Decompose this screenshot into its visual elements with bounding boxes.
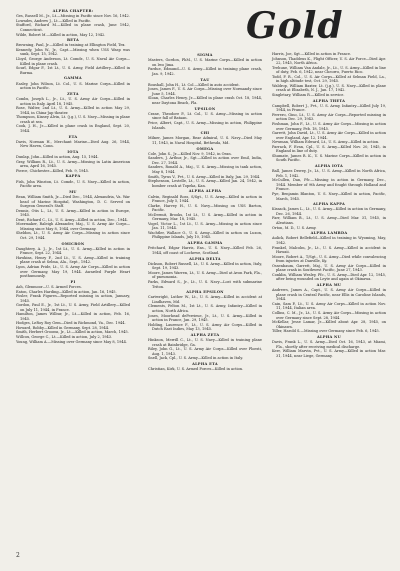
memorial-entry: Boushall, John H., Lt. Col.—Killed in auto accident.: [148, 82, 240, 87]
page-number: 2: [16, 552, 20, 559]
memorial-entry: Jones, Moorhead deFerrieue, Jr., Lt., U. S. Army—Killed in action in France, Jan. 29, 1945.: [148, 313, 262, 323]
chapter-heading: ETA: [68, 134, 78, 139]
chapter-section: [16, 38, 130, 75]
chapter-section: [16, 150, 130, 173]
memorial-entry: Newman, William Edward, Lt., U. S. Army—Killed in action.: [272, 140, 380, 145]
chapter-heading: GAMMA: [64, 76, 82, 81]
memorial-entry: Andrews, James A., Capt., U. S. Army Air Corps—Killed in plane crash in Central Pacific, near Ellis in Caroline Islands, 1944.: [272, 288, 386, 302]
chapter-section: [272, 335, 386, 358]
chapter-heading: OMEGA: [196, 146, 214, 151]
memorial-entry: Bean, William Smith, Jr.—Died Dec., 1944, Alexandria, Va. War head of Marine Hospital, Washington, D. C. Served on Surgeon General's Staff.: [16, 195, 130, 209]
memorial-entry: Foshman, John F., Lt., U. S. Army Air Corps—Missing in action over Germany, Feb. 18, 1945.: [272, 121, 386, 131]
chapter-heading: ALPHA EPSILON: [186, 290, 224, 295]
memorial-entry: Johnson, Thaddeus K., Flight Officer, U. S. Air Force—Died Apr. 22, 1945, North Africa.: [272, 56, 386, 66]
chapter-section: [148, 257, 262, 289]
memorial-entry: Parrack, F. Evan, Cpl., U. S. Army—Killed Nov. 20, 1945, in England in line of duty.: [272, 144, 386, 154]
memorial-entry: Christian, Kirk, U. S. Armed Forces—Killed in action.: [148, 367, 244, 372]
memorial-entry: Jones, James F., U. S. Air Corps—Missing over Normandy since June 5, 1944.: [148, 87, 262, 96]
memorial-entry: Lowndes, Andrew J., Lt.—Killed in Pacific.: [16, 18, 92, 23]
chapter-heading: CHI: [200, 131, 210, 136]
memorial-entry: Singletary, William R.—Killed in service.: [272, 92, 345, 97]
memorial-entry: Riley, John G., Lt., U. S. Army Air Corps—Killed over Ploesti, Aug. 1, 1943.: [148, 347, 262, 356]
memorial-entry: Hinkson, Merrill C., Lt., U. S. Navy—Killed in training plane crash at Bainbridge, Ga.: [148, 338, 262, 347]
memorial-entry: Stephenson, Lestelle, Lt., U. S. Army—Killed Jan. 24, 1942, in bomber crash at Topeka, Kan.: [148, 179, 262, 188]
memorial-entry: Ferrero, Gino, Lt., U. S. Army Air Corps—Reported missing in action Dec. 29, 1943.: [272, 112, 386, 122]
memorial-entry: Cartwright, Luther W., Lt., U. S. Army—Killed in accident at Lindhaven, Md.: [148, 295, 262, 304]
memorial-entry: Moermaker, Raleigh Alexander, Maj., U. S. Army Air Corps—Missing since May 8, 1944, over Germany.: [16, 222, 130, 231]
chapter-heading: ALPHA IOTA: [314, 164, 344, 169]
memorial-entry: Milner, James Morgan, Rear Admiral, U. S. Navy—Died May 11, 1943, in Naval Hospital, Bethesda, Md.: [148, 136, 262, 145]
memorial-entry: Farr, William B., Lt., U. S. Army—Died Mar. 31, 1945, in Aleutians.: [272, 216, 386, 226]
column-2: [148, 52, 262, 372]
chapter-heading: ALPHA GAMMA: [187, 241, 223, 246]
memorial-entry: Sourl, Edgar F., 1st Lt., U. S. Army, Field Artillery—Killed in Burma.: [16, 66, 130, 75]
memorial-entry: Lloyd, George Anderson, Lt. Comdr., U. S. Naval Air Corps—Killed in plane crash.: [16, 57, 130, 66]
memorial-entry: Ges, Russell M., Jr., Lt.—Missing in Pacific since Nov. 16, 1942.: [16, 14, 130, 19]
chapter-section: [16, 280, 130, 344]
memorial-entry: McCullen, Dan, Pfc.—Missing in action in Germany, Dec., 1944. Member of 9th Army and fought through Holland and France.: [272, 178, 386, 192]
memorial-entry: Wachtler, Wallace O., U. S. Army—Killed in action on Luzon, Philippine Islands, July 10, 1945.: [148, 230, 262, 240]
memorial-entry: Dunlap, John—Killed in action, Aug. 15, 1944.: [16, 155, 99, 160]
chapter-heading: ALPHA LAMBDA: [310, 231, 348, 236]
memorial-entry: Lyon, Adrian Pride, Lt., U. S. Army Air Corps—Killed in action over Germany, May 19, 1944. Awarded Purple Heart posthumously.: [16, 265, 130, 279]
chapter-heading: PI: [70, 279, 76, 284]
chapter-section: [272, 202, 386, 230]
memorial-entry: Davis, Norman H., Merchant Marine—Died Aug. 26, 1944, New Haven, Conn.: [16, 139, 130, 149]
memorial-entry: Stafford, Richard M.—Killed in plane crash, June 1942, Connecticut.: [16, 23, 130, 32]
memorial-entry: Cole, John S., Jr.—Killed Nov. 9, 1942, in Oran.: [148, 151, 232, 156]
chapter-section: [16, 135, 130, 149]
memorial-entry: Moore, James Warren, Lt., U. S. Army—Died at Avon Park, Fla., of pneumonia.: [148, 270, 262, 280]
memorial-entry: Dent, Richard C., Lt., U. S. Army—Killed in action, Dec., 1944.: [16, 217, 128, 222]
chapter-heading: ALPHA THETA: [312, 98, 346, 103]
memorial-entry: Clarke, Harvey H., U. S. Navy—Missing on USS Barton, Pacific.: [148, 203, 262, 213]
chapter-heading: TAU: [200, 77, 210, 82]
chapter-heading: ALPHA KAPPA: [312, 202, 346, 207]
chapter-section: [148, 290, 262, 332]
memorial-entry: Wilde, Robert M.—Killed in action, May 12, 1942.: [16, 32, 106, 37]
chapter-section: [16, 190, 130, 241]
chapter-section: [272, 283, 386, 334]
chapter-section: [148, 333, 262, 361]
chapter-heading: SIGMA: [197, 53, 213, 58]
chapter-section: [272, 52, 386, 97]
memorial-entry: Vogel, Victor L., 1st Lt., U. S. Army—Missing in action since Jan. 11, 1944.: [148, 221, 262, 231]
memorial-entry: Rose, Walter, 2nd Lt., U. S. Army—Killed in action May 29, 1944, in China-Jap theater.: [16, 106, 130, 115]
memorial-entry: Clements, Felton M., 1st Lt., U. S. Army, Infantry—Killed in action, North Africa.: [148, 304, 262, 314]
memorial-entry: Calvin, Reginald Ross, S/Sgt., U. S. Army—Killed in action in France, July 5, 1944.: [148, 194, 262, 204]
memorial-entry: Fosler, Frank Figures—Reported missing in action, January, 1945.: [16, 294, 130, 303]
memorial-entry: Sanders, Ronald A., Maj., U. S. Army—Missing in tank action, May 8, 1944.: [148, 165, 262, 175]
memorial-entry: Ball, James Dewey, Jr., Lt., U. S. Army—Killed in North Africa, Feb. 1, 1942.: [272, 169, 386, 178]
memorial-entry: Ash, Glenmoor—U. S. Armed Forces.: [16, 284, 82, 289]
memorial-entry: Campbell, Robert J., Pvt., U. S. Army, Infantry—Killed July 19, 1944, in France.: [272, 103, 386, 113]
chapter-section: [148, 189, 262, 240]
memorial-entry: Orton, M. D., U. S. Army.: [272, 225, 317, 230]
column-3: [272, 52, 386, 358]
chapter-heading: KAPPA: [65, 174, 81, 179]
memorial-entry: Hodges, LeRoy Roy Gem—Died in Richmond, Va., Dec. 1944.: [16, 321, 126, 326]
memorial-entry: Waldrop, William Baxter, Lt. (j.g.), U. S. Navy—Killed in plane crash at Elizabeth, N. J., Jan. 17, 1942.: [272, 83, 386, 93]
memorial-entry: Crane, Theodore P., Lt. Col., U. S. Army—Missing in action since fall of Bataan.: [148, 111, 262, 121]
memorial-entry: Holding, Laurence F., Lt., U. S. Army Air Corps—Killed in Dutch East Indies, May 13, 1945.: [148, 322, 262, 332]
memorial-entry: Pardue, Edmund—U. S. Army—Killed in training plane crash, Jan. 9, 1942.: [148, 67, 262, 76]
memorial-entry: Pierce, Chichester—Killed, Feb. 9, 1945.: [16, 168, 89, 173]
chapter-heading: ALPHA NU: [317, 334, 341, 339]
chapter-heading: IOTA: [67, 149, 79, 154]
chapter-heading: BETA: [66, 38, 80, 43]
chapter-section: [272, 231, 386, 282]
chapter-section: [148, 53, 262, 76]
memorial-entry: Hamilton, James Wilbur, Jr., Lt.—Killed in action, Feb. 16, 1945.: [16, 312, 130, 321]
memorial-entry: Eaton, Charles Harding—Killed in action, Jan. 16, 1945.: [16, 289, 117, 294]
memorial-entry: Tiller, Harold S.—Missing over Germany since Feb. 6, 1945.: [272, 329, 380, 334]
chapter-section: [148, 362, 262, 372]
memorial-entry: Howard, Robby—Killed in Germany, Sept. 28, 1944.: [16, 325, 110, 330]
chapter-heading: ALPHA ETA: [192, 362, 218, 366]
memorial-entry: Pye, Benjamin Blanton, U. S. Navy—Killed in action, Pacific, March, 1945.: [272, 191, 386, 201]
memorial-entry: Ossenbaum, Garrett, Maj., U. S. Army Air Corps—Killed in plane crash in Southwest Pacific, June 27, 1943.: [272, 263, 386, 273]
chapter-section: [272, 164, 386, 201]
chapter-heading: UPSILON: [194, 106, 216, 111]
chapter-heading: ALPHA ZETA: [190, 332, 220, 337]
memorial-entry: Dickson, Robert Russell, Lt., U. S. Army—Killed in action, Italy, Sept. 19, 1943.: [148, 261, 262, 271]
chapter-section: [148, 78, 262, 106]
memorial-entry: Shumate, James R. K., U. S. Marine Corps—Killed in action in South Pacific.: [272, 153, 386, 163]
chapter-section: [148, 147, 262, 189]
memorial-entry: Frankel, Malcolm, Jr., Lt., U. S. Army—Killed in accident in Hawaii.: [272, 245, 386, 255]
memorial-entry: Davis, Frank L., U. S. Army—Died Oct. 16, 1943, at Miami, Fla., shortly after receiving medical discharge.: [272, 340, 386, 349]
memorial-entry: Garrett, John David, Lt., U. S. Army Air Corps—Killed in action over England, Apr. 12, 1944.: [272, 131, 386, 140]
chapter-section: [148, 241, 262, 255]
memorial-entry: Cook, J. H., Jr.—Killed in plane crash in England, Sept. 20, 1944.: [16, 124, 130, 133]
memorial-entry: Conklin, William Wesley, Pfc., U. S. Army—Died Apr. 12, 1945, after being wounded on Leyte and again at Okinawa.: [272, 272, 386, 282]
memorial-entry: Gordon, Paul E., Jr., 1st Lt., U. S. Army, Field Artillery—Killed on July 11, 1944, in France.: [16, 303, 130, 312]
memorial-entry: Gray, William R., Lt., U. S. Army—Missing in Latin American area, April 16, 1945.: [16, 159, 130, 169]
chapter-section: [16, 92, 130, 134]
memorial-entry: Kerr, William Marvin, Pvt., U. S. Army—Killed in action Mar. 31, 1944, near Liege, Germany.: [272, 349, 386, 358]
chapter-section: [148, 107, 262, 130]
memorial-entry: Thompson, Kinsey Alvin, Lt. (j.g.), U. S. Navy—Missing in plane crash at sea.: [16, 115, 131, 124]
memorial-entry: Collins, C. M., Jr., Lt., U. S. Army Air Corps—Missing in action over Germany since Sept. 28, 1944.: [272, 310, 386, 320]
memorial-entry: Price, Albert, Capt., U. S. Army—Missing in action, Philippine Islands.: [148, 121, 262, 130]
memorial-entry: McDermit, Brooks, 1st Lt., U. S. Army—Killed in action in Germany, Mar. 18, 1945.: [148, 212, 262, 222]
memorial-entry: Sloan, Charles Henry, Jr.—Killed in plane crash Oct. 18, 1944, near Daytona Beach, Fla.: [148, 96, 262, 106]
memorial-entry: Snell, Jack, Cpl., U. S. Army—Killed in action in Italy.: [148, 356, 243, 361]
chapter-section: [16, 76, 130, 90]
memorial-entry: Young, William A.—Missing over Germany since May 8, 1944.: [16, 339, 128, 344]
memorial-entry: Fish, John Winston, Lt. Comdr., U. S. Navy—Killed in action, Pacific area.: [16, 179, 130, 189]
column-1: [16, 8, 130, 344]
memorial-entry: Cain, Sam P., Lt., U. S. Army Air Corps—Killed in action Nov. 11, 1944, Italian area.: [272, 301, 386, 311]
memorial-entry: Sheldon, Lt., U. S. Army Air Corps—Missing in action since Oct. 29, 1944.: [16, 231, 130, 240]
memorial-entry: Smith, Tyrus V., Pvt., U. S. Army—Killed in Italy, Jan. 29, 1944.: [148, 174, 261, 179]
memorial-entry: McKellar, Jesse Lamar, Jr.—Killed about Apr. 28, 1945, on Okinawa.: [272, 320, 386, 329]
memorial-entry: Masters, Gordon, PhM., U. S. Marine Corps—Killed in action on Iwo Jima.: [148, 58, 262, 67]
memorial-entry: Smith, Herbert Grooms, Jr., Lt.—Killed in action, March, 1945.: [16, 330, 129, 335]
page-title: Gold: [246, 5, 344, 47]
chapter-heading: MU: [69, 189, 77, 194]
memorial-entry: Kennedy, John W., Jr., Capt.—Missing when USS Wasp was sunk, Sept. 15, 1942.: [16, 47, 130, 57]
chapter-heading: ALPHA ALPHA: [188, 189, 222, 194]
memorial-entry: Easley, John Wilson, Lt. Col., U. S. Marine Corps—Killed in action in Pacific.: [16, 81, 130, 91]
chapter-section: [16, 9, 130, 37]
memorial-entry: Dennis, Otis L., Lt., U. S. Army—Killed in action in Europe, 1945.: [16, 208, 130, 218]
memorial-entry: Daughtery, A. J., Jr., 1st Lt., U. S. Army—Killed in action in France, Sept. 22, 1944.: [16, 246, 130, 256]
memorial-entry: Pritchard, Edgar Harris, Ens., U. S. Navy—Killed Feb. 26, 1944, off coast of Lochewe, Scotland.: [148, 246, 262, 255]
memorial-entry: Parks, Edward S., Jr., Lt., U. S. Navy—Lost with submarine Triton.: [148, 279, 262, 289]
chapter-heading: ALPHA DELTA: [189, 256, 221, 261]
memorial-entry: Aulick, Robert Bellefield—Killed in training in Wyoming, May, 1942.: [272, 236, 386, 245]
memorial-entry: Kissack, James L., Lt., U. S. Army—Killed in action in Germany, Dec. 26, 1944.: [272, 207, 386, 216]
memorial-entry: Browning, Paul, Jr.—Killed in training at Ellington Field, Tex.: [16, 43, 126, 48]
chapter-heading: ALPHA MU: [316, 283, 342, 288]
memorial-entry: Trehune, William Van Andale, Jr., Lt., U. S. Army—Killed in line of duty, Feb. 6, 1942, near Cheorro, Puerto Rico.: [272, 65, 386, 75]
memorial-entry: Harris, Joe, Sgt.—Killed in action in France.: [272, 52, 352, 56]
memorial-entry: Combs, Joseph L., Jr., Lt., U. S. Army Air Corps—Killed in action in Italy, April 18, 1945.: [16, 96, 130, 106]
memorial-entry: Todd, F. R., Col., U. S. Air Corps—Killed at Selman Field, La., in high altitude test, Oct. 29, 1945.: [272, 74, 386, 84]
chapter-section: [16, 242, 130, 279]
chapter-heading: OMICRON: [61, 241, 85, 246]
chapter-heading: ALPHA CHAPTER:: [52, 9, 94, 14]
memorial-entry: Hawkins, Henry F., 2nd Lt., U. S. Army—Killed in training plane crash at Selma, Ala., Sept., 1942.: [16, 255, 130, 265]
memorial-entry: Sanders, J. Arthur, Jr., Sgt.—Killed in action over Emil, India, Dec. 27, 1944.: [148, 156, 262, 165]
memorial-entry: Moore, Robert A., T/Sgt., U. S. Army—Died while convalescing from injuries at Danville, Ky.: [272, 254, 386, 264]
memorial-entry: Willcox, George C., Lt.—Killed in action, July 2, 1943.: [16, 335, 113, 339]
chapter-section: [148, 131, 262, 145]
chapter-section: [16, 174, 130, 188]
chapter-section: [272, 99, 386, 163]
chapter-heading: ZETA: [67, 91, 79, 96]
